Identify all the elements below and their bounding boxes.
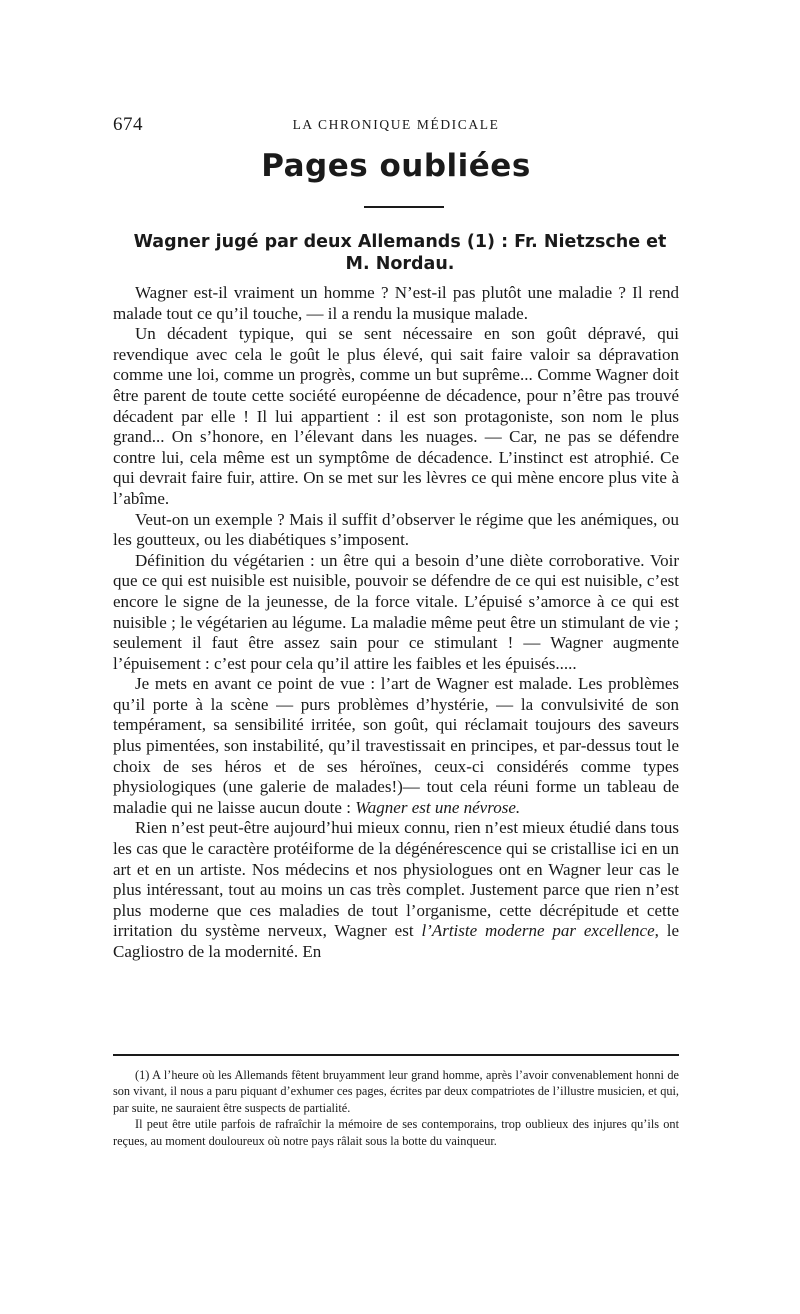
footnote: Il peut être utile parfois de rafraîchir la mémoire de ses contemporains, trop oublieux des injures qu’ils ont reçues, au moment douloureux où notre pays râlait sous la botte du vainqueur. xyxy=(113,1117,679,1148)
section-title: Pages oubliées xyxy=(261,148,531,184)
footnotes xyxy=(113,1067,679,1149)
paragraph-text: Je mets en avant ce point de vue : l’art de Wagner est malade. Les problèmes qu’il porte à la scène — purs problèmes d’hystérie, — la convulsivité de son tempérament, sa sensibilité irritée, son goût, qui réclamait toujours des saveurs plus pimentées, son instabilité, qu’il travestissait en principes, et par-dessus tout le choix de ses héros et de ses héroïnes, ceux-ci considérés comme types physiologiques (une galerie de malades!)— tout cela réuni forme un tableau de maladie qui ne laisse aucun doute : xyxy=(113,674,679,817)
article-title: Wagner jugé par deux Allemands (1) : Fr. Nietzsche et M. Nordau. xyxy=(133,232,667,274)
paragraph-text: Rien n’est peut-être aujourd’hui mieux connu, rien n’est mieux étudié dans tous les cas que le caractère protéiforme de la dégénérescence qui se cristallise ici en un art et en un artiste. Nos médecins et nos physiologues ont en Wagner leur cas le plus intéressant, tout au moins un cas très complet. Justement parce que rien n’est plus moderne que ces maladies de tout l’organisme, cette décrépitude et cette irritation du système nerveux, Wagner est xyxy=(113,818,679,941)
footnote: (1) A l’heure où les Allemands fêtent bruyamment leur grand homme, après l’avoir convenablement honni de son vivant, il nous a paru piquant d’exhumer ces pages, écrites par deux compatriotes de l’illustre musicien, et qui, par suite, ne sauraient être suspects de partialité. xyxy=(113,1068,679,1115)
emphasis-text: l’Artiste moderne par excellence xyxy=(421,921,655,941)
paragraph: Un décadent typique, qui se sent nécessaire en son goût dépravé, qui revendique avec cela le goût le plus élevé, qui sait faire valoir sa dépravation comme une loi, comme un progrès, comme un but suprême... Comme Wagner doit être parent de toute cette société européenne de décadence, pour n’être pas trouvé décadent par elle ! Il lui appartient : il est son protagoniste, son nom le plus grand... On s’honore, en l’élevant dans les nuages. — Car, ne pas se défendre contre lui, cela même est un symptôme de décadence. L’instinct est atrophié. Ce qui devrait faire fuir, attire. On se met sur les lèvres ce qui mène encore plus vite à l’abîme. xyxy=(113,324,679,508)
paragraph xyxy=(113,818,679,962)
paragraph: Veut-on un exemple ? Mais il suffit d’observer le régime que les anémiques, ou les goutteux, ou les diabétiques s’imposent. xyxy=(113,509,679,550)
emphasis-text: Wagner est une névrose. xyxy=(355,797,521,817)
paragraph: Définition du végétarien : un être qui a besoin d’une diète corroborative. Voir que ce qui est nuisible est nuisible, pouvoir se défendre de ce qui est nuisible, c’est encore le signe de la jeunesse, de la force vitale. L’épuisé s’amorce à ce qui est nuisible ; le végétarien au légume. La maladie même peut être un stimulant de vie ; seulement il faut être assez sain pour ce stimulant ! — Wagner augmente l’épuisement : c’est pour cela qu’il attire les faibles et les épuisés..... xyxy=(113,550,679,673)
journal-title: LA CHRONIQUE MÉDICALE xyxy=(292,117,500,132)
footnote-rule xyxy=(113,1054,679,1056)
paragraph xyxy=(113,674,679,818)
running-header xyxy=(113,114,679,134)
article-body xyxy=(113,283,679,963)
title-rule xyxy=(364,206,444,208)
paragraph-text: , le Cagliostro de la modernité. En xyxy=(113,921,680,961)
page-number: 674 xyxy=(113,114,143,135)
paragraph: Wagner est-il vraiment un homme ? N’est-il pas plutôt une maladie ? Il rend malade tout ce qu’il touche, — il a rendu la musique malade. xyxy=(113,283,679,323)
